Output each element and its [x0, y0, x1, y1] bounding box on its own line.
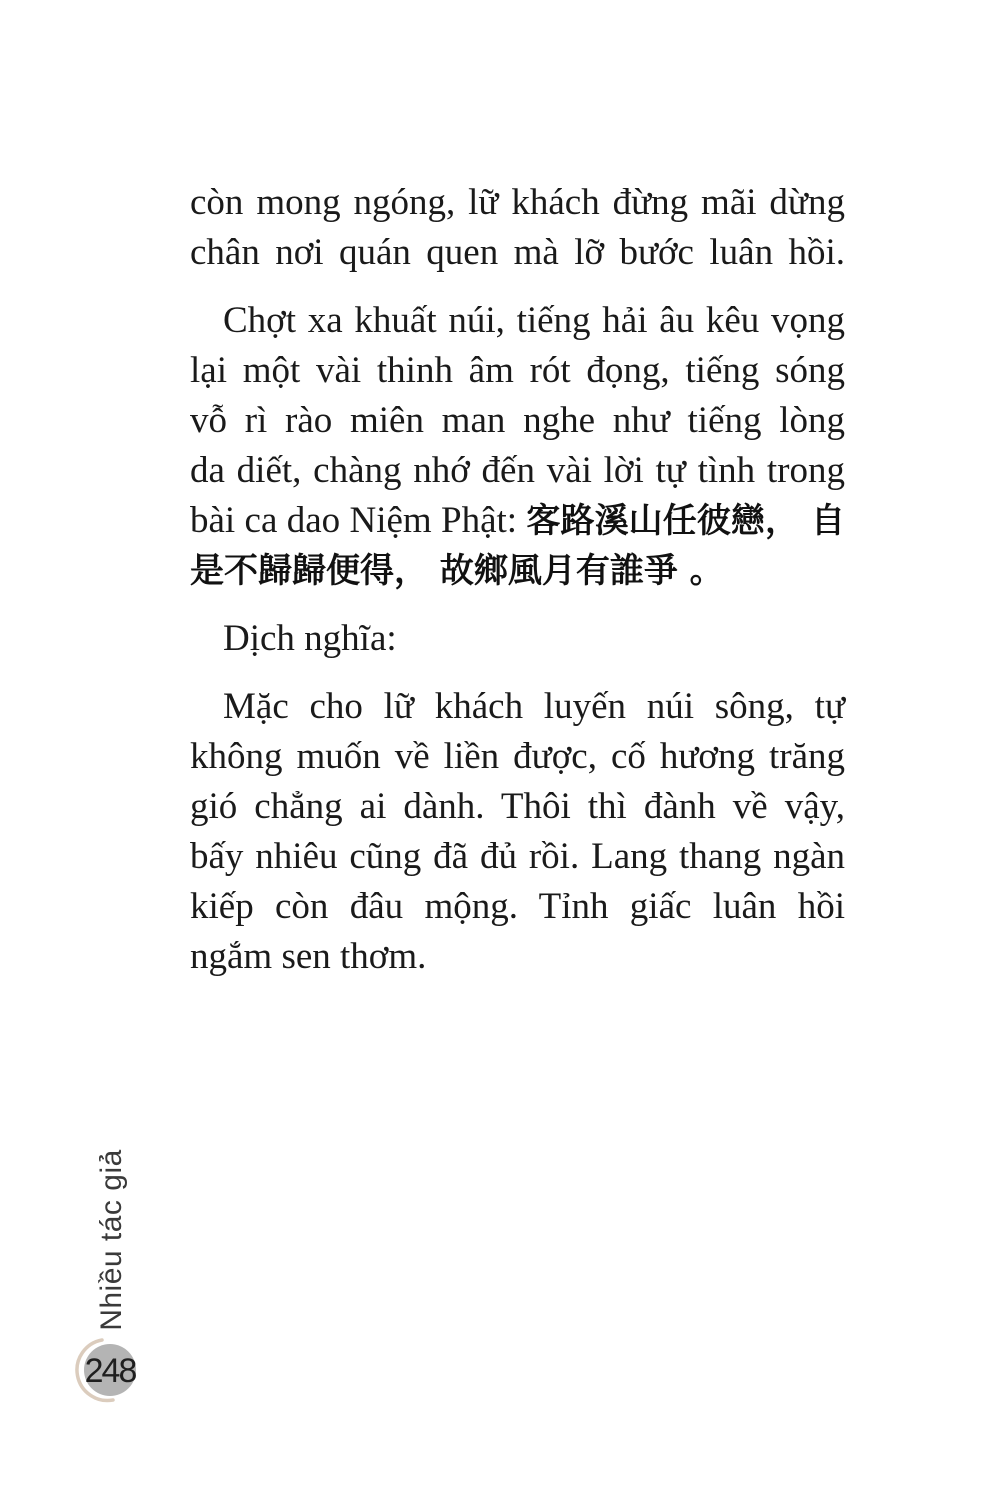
text-line: Dịch nghĩa:	[223, 618, 397, 659]
text-line: lại một vài thinh âm rót đọng, tiếng sóng	[190, 350, 845, 391]
text-line: Chợt xa khuất núi, tiếng hải âu kêu vọng	[223, 300, 845, 341]
text-line: chân nơi quán quen mà lỡ bước luân hồi.	[190, 232, 845, 273]
paragraph-2	[190, 296, 845, 596]
text-line: gió chẳng ai dành. Thôi thì đành về vậy,	[190, 786, 845, 827]
chinese-quote-part-1: 客路溪山任彼戀， 自	[526, 501, 846, 541]
text-line: Mặc cho lữ khách luyến núi sông, tự	[223, 686, 845, 727]
vietnamese-text: bài ca dao Niệm Phật:	[190, 500, 518, 541]
chinese-quote-part-2: 是不歸歸便得， 故鄉風月有誰爭 。	[190, 551, 724, 591]
text-line: da diết, chàng nhớ đến vài lời tự tình trong	[190, 450, 845, 491]
page-number-badge	[60, 1330, 155, 1410]
paragraph-3	[190, 682, 845, 982]
text-line: ngắm sen thơm.	[190, 936, 427, 977]
text-line: bấy nhiêu cũng đã đủ rồi. Lang thang ngàn	[190, 836, 845, 877]
book-author-vertical-label: Nhiều tác giả	[95, 1149, 128, 1331]
paragraph-1	[190, 178, 845, 278]
text-line: vỗ rì rào miên man nghe như tiếng lòng	[190, 400, 845, 441]
page-number: 248	[84, 1352, 136, 1390]
text-line-mixed	[190, 496, 845, 546]
text-line: kiếp còn đâu mộng. Tỉnh giấc luân hồi	[190, 886, 845, 927]
page-text-block	[190, 178, 845, 1000]
translation-heading	[190, 614, 845, 664]
text-line: còn mong ngóng, lữ khách đừng mãi dừng	[190, 182, 845, 223]
text-line: không muốn về liền được, cố hương trăng	[190, 736, 845, 777]
